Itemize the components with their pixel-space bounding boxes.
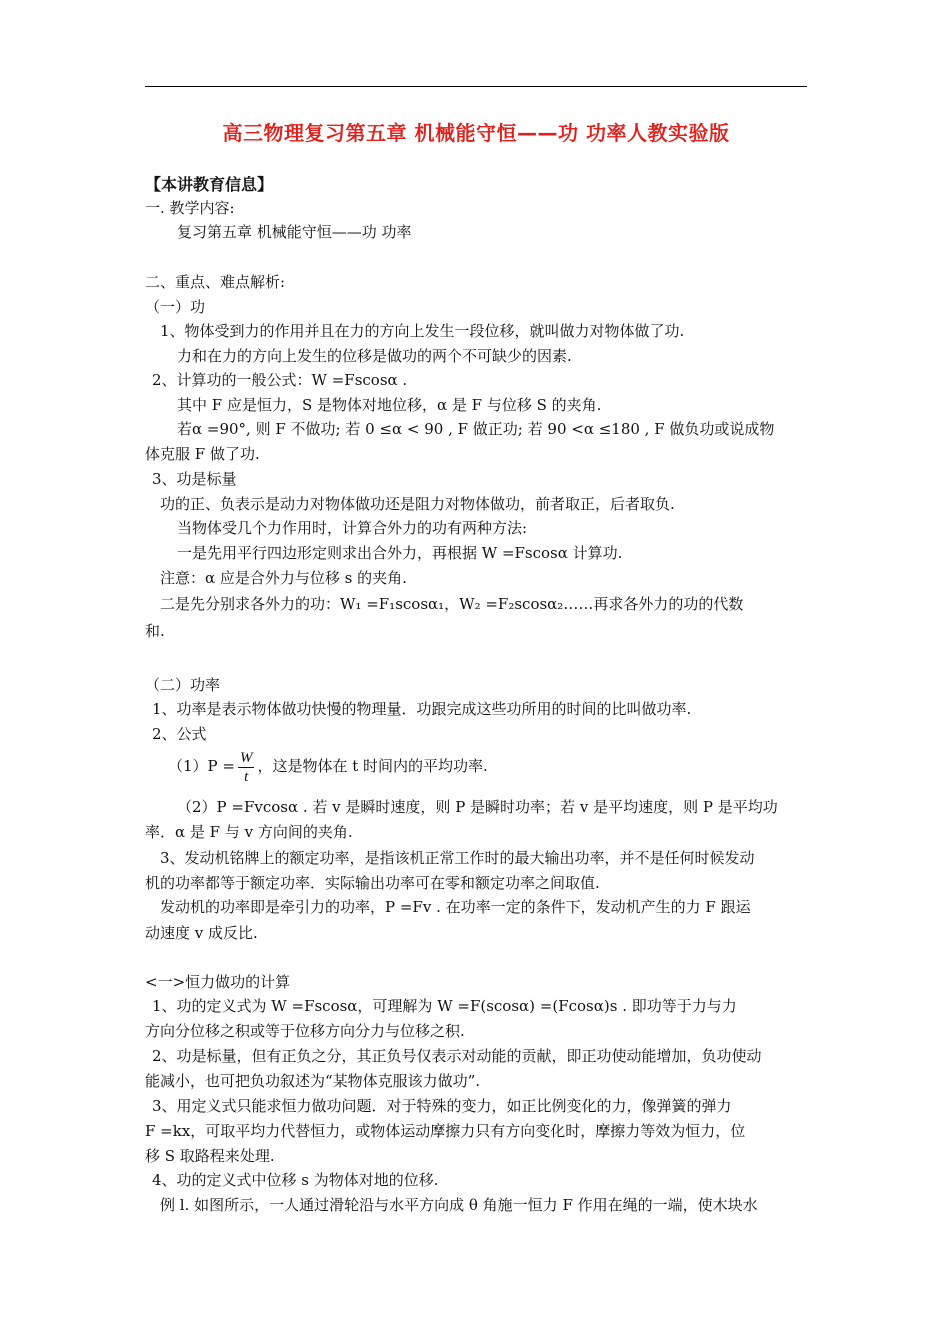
text-line: （一）功 — [145, 298, 206, 316]
text-line: 4、功的定义式中位移 s 为物体对地的位移. — [152, 1171, 439, 1189]
section-heading: <一>恒力做功的计算 — [145, 973, 291, 991]
text-line: 注意：α 应是合外力与位移 s 的夹角. — [160, 569, 407, 587]
text-line: 3、功是标量 — [152, 470, 237, 488]
text-line: 复习第五章 机械能守恒——功 功率 — [177, 223, 412, 241]
formula-line: 二是先分别求各外力的功：W₁ =F₁scosα₁，W₂ =F₂scosα₂……再求各外力的功的代数 — [160, 595, 744, 613]
text-line: 一. 教学内容: — [145, 199, 235, 217]
text-line: 2、功是标量，但有正负之分，其正负号仅表示对动能的贡献，即正功使动能增加，负功使动 — [152, 1047, 762, 1065]
formula-line: （2）P =Fvcosα . 若 v 是瞬时速度，则 P 是瞬时功率；若 v 是平均速度，则 P 是平均功 — [177, 798, 778, 816]
text-line: 例 l. 如图所示，一人通过滑轮沿与水平方向成 θ 角施一恒力 F 作用在绳的一端，使木块水 — [160, 1196, 758, 1214]
header-rule — [145, 86, 807, 87]
text-line: 2、公式 — [152, 725, 207, 743]
fraction-denominator: t — [244, 768, 249, 785]
section-heading: 【本讲教育信息】 — [145, 175, 274, 194]
text-line: 和. — [145, 622, 165, 640]
formula-line: 一是先用平行四边形定则求出合外力，再根据 W =Fscosα 计算功. — [177, 544, 623, 562]
formula-suffix: ，这是物体在 t 时间内的平均功率. — [257, 757, 488, 775]
formula-line: 2、计算功的一般公式：W =Fscosα . — [152, 371, 408, 389]
section-heading: （二）功率 — [145, 676, 221, 694]
text-line: 若α =90°, 则 F 不做功; 若 0 ≤α < 90 , F 做正功; 若 90 <α ≤180 , F 做负功或说成物 — [177, 420, 775, 438]
formula-line: F =kx，可取平均力代替恒力，或物体运动摩擦力只有方向变化时，摩擦力等效为恒力，位 — [145, 1122, 746, 1140]
text-line: 1、物体受到力的作用并且在力的方向上发生一段位移，就叫做力对物体做了功. — [160, 322, 685, 340]
page-title: 高三物理复习第五章 机械能守恒——功 功率人教实验版 — [222, 121, 730, 145]
text-line: 其中 F 应是恒力，S 是物体对地位移，α 是 F 与位移 S 的夹角. — [177, 396, 602, 414]
text-line: 动速度 v 成反比. — [145, 924, 258, 942]
formula-prefix: （1）P = — [168, 757, 235, 775]
text-line: 体克服 F 做了功. — [145, 445, 260, 463]
text-line: 力和在力的方向上发生的位移是做功的两个不可缺少的因素. — [177, 347, 572, 365]
text-line: 1、功率是表示物体做功快慢的物理量．功跟完成这些功所用的时间的比叫做功率. — [152, 700, 692, 718]
formula-line: 1、功的定义式为 W =Fscosα，可理解为 W =F(scosα) =(Fcosα)s . 即功等于力与力 — [152, 997, 737, 1015]
fraction — [238, 749, 255, 786]
fraction-formula-line — [168, 747, 488, 786]
text-line: 3、用定义式只能求恒力做功问题．对于特殊的变力，如正比例变化的力，像弹簧的弹力 — [152, 1097, 732, 1115]
fraction-numerator: W — [239, 749, 253, 766]
text-line: 3、发动机铭牌上的额定功率，是指该机正常工作时的最大输出功率，并不是任何时候发动 — [160, 849, 755, 867]
text-line: 发动机的功率即是牵引力的功率，P =Fv . 在功率一定的条件下，发动机产生的力 F 跟运 — [160, 898, 751, 916]
text-line: 能减小，也可把负功叙述为“某物体克服该力做功”. — [145, 1072, 481, 1090]
text-line: 二、重点、难点解析: — [145, 273, 286, 291]
text-line: 方向分位移之积或等于位移方向分力与位移之积. — [145, 1022, 465, 1040]
text-line: 机的功率都等于额定功率．实际输出功率可在零和额定功率之间取值. — [145, 874, 600, 892]
text-line: 移 S 取路程来处理. — [145, 1147, 275, 1165]
text-line: 率．α 是 F 与 v 方向间的夹角. — [145, 823, 353, 841]
text-line: 功的正、负表示是动力对物体做功还是阻力对物体做功，前者取正，后者取负. — [160, 495, 675, 513]
text-line: 当物体受几个力作用时，计算合外力的功有两种方法: — [177, 519, 528, 537]
